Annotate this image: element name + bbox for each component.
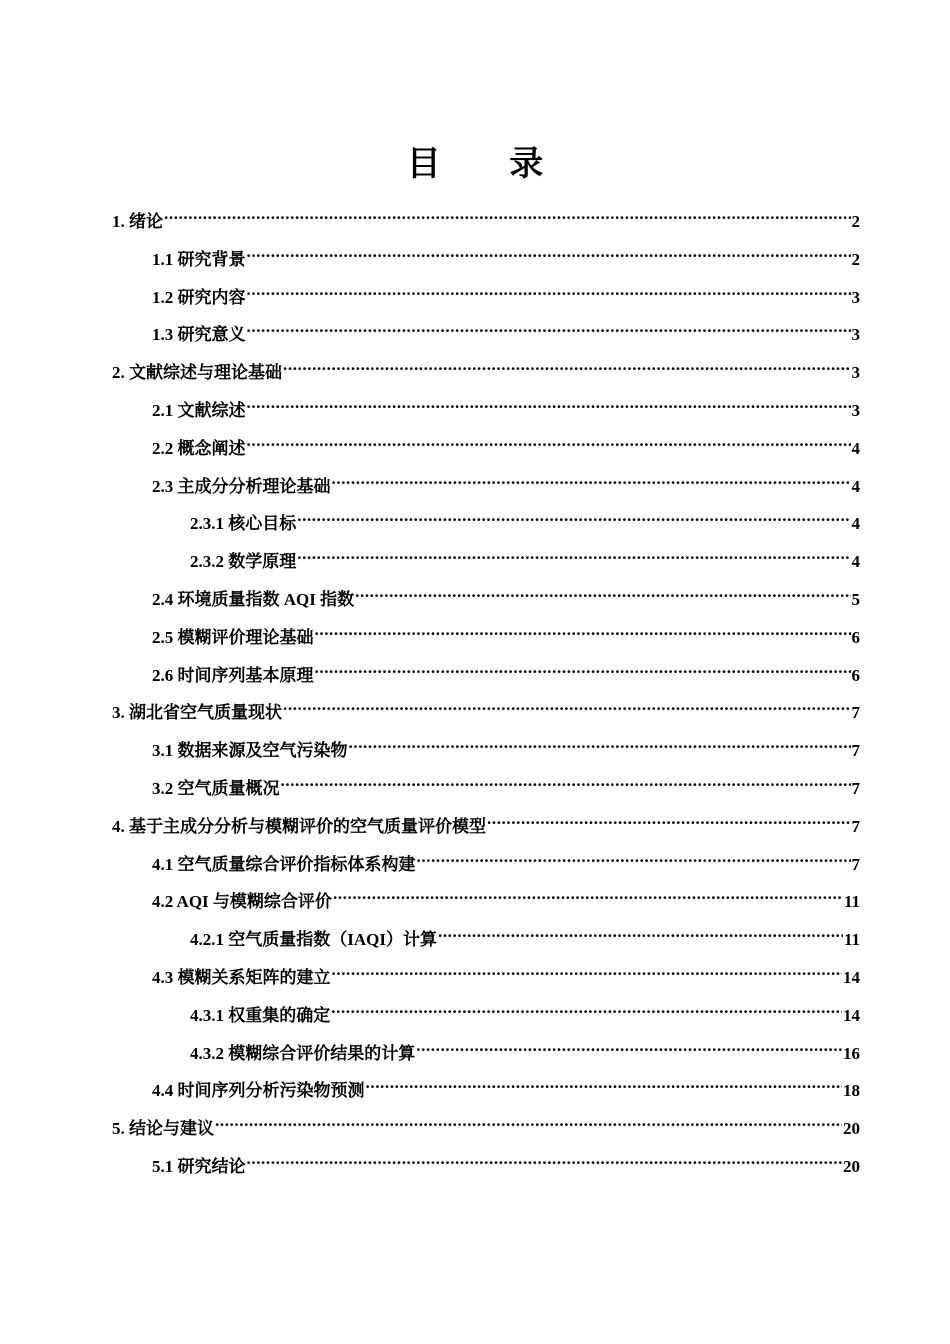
page-title: 目 录 <box>406 146 574 183</box>
toc-page-number: 3 <box>851 401 860 420</box>
toc-entry[interactable] <box>152 316 860 345</box>
toc-page-number: 6 <box>851 627 860 647</box>
toc-entry-title: 2.2 概念阐述 <box>152 438 246 458</box>
toc-entry[interactable] <box>152 959 860 987</box>
toc-page-number: 4 <box>851 552 860 572</box>
toc-page-number: 7 <box>851 816 860 836</box>
toc-page-number: 7 <box>851 779 860 798</box>
toc-entry[interactable] <box>152 883 860 912</box>
toc-page-number: 11 <box>843 930 860 950</box>
toc-page-number: 7 <box>851 741 860 761</box>
toc-page-number: 3 <box>851 287 860 307</box>
toc-entry[interactable] <box>190 921 860 950</box>
toc-leader-dots <box>315 619 851 643</box>
toc-entry-title: 3.2 空气质量概况 <box>152 779 280 798</box>
toc-leader-dots <box>283 354 851 378</box>
toc-entry-title: 4.2.1 空气质量指数（IAQI）计算 <box>190 930 437 950</box>
toc-page-number: 7 <box>851 703 860 723</box>
toc-entry-title: 2.1 文献综述 <box>152 401 246 420</box>
toc-page-number: 6 <box>851 665 860 685</box>
toc-page-number: 3 <box>851 325 860 345</box>
toc-entry-title: 5.1 研究结论 <box>152 1157 246 1176</box>
toc-page-number: 4 <box>851 514 860 534</box>
toc-entry[interactable] <box>152 392 860 420</box>
toc-entry[interactable] <box>152 657 860 685</box>
toc-page-number: 2 <box>851 212 860 231</box>
toc-entry-title: 2.6 时间序列基本原理 <box>152 665 314 685</box>
toc-entry-title: 5. 结论与建议 <box>112 1119 214 1139</box>
toc-leader-dots <box>247 241 851 265</box>
toc-entry[interactable] <box>112 203 860 231</box>
toc-entry[interactable] <box>152 619 860 647</box>
toc-leader-dots <box>247 392 851 416</box>
toc-entry-title: 2.3 主成分分析理论基础 <box>152 476 331 496</box>
toc-entry[interactable] <box>190 1035 860 1063</box>
toc-entry[interactable] <box>152 732 860 761</box>
toc-entry-title: 2.3.1 核心目标 <box>190 514 297 534</box>
toc-entry-title: 1. 绪论 <box>112 212 163 231</box>
toc-entry-title: 1.2 研究内容 <box>152 287 246 307</box>
toc-page-number: 18 <box>843 1081 860 1101</box>
toc-entry[interactable] <box>152 1148 860 1176</box>
toc-entry-title: 2.3.2 数学原理 <box>190 552 297 572</box>
toc-page-number: 3 <box>851 363 860 383</box>
toc-entry-title: 2. 文献综述与理论基础 <box>112 363 282 383</box>
toc-page-number: 14 <box>843 1005 860 1025</box>
toc-page-number: 7 <box>851 854 860 874</box>
toc-leader-dots <box>297 505 850 529</box>
toc-leader-dots <box>332 468 851 492</box>
toc-entry-title: 4.3.2 模糊综合评价结果的计算 <box>190 1043 416 1063</box>
toc-entry[interactable] <box>152 1072 860 1101</box>
toc-entry-title: 4.3.1 权重集的确定 <box>190 1005 331 1025</box>
toc-leader-dots <box>281 770 851 794</box>
toc-page-number: 14 <box>843 968 860 987</box>
toc-page-number: 5 <box>851 590 860 609</box>
toc-entry-title: 4.1 空气质量综合评价指标体系构建 <box>152 854 416 874</box>
toc-entry-title: 2.5 模糊评价理论基础 <box>152 627 314 647</box>
toc-page-number: 16 <box>843 1043 860 1063</box>
toc-leader-dots <box>315 657 851 681</box>
toc-entry[interactable] <box>152 468 860 496</box>
toc-entry[interactable] <box>112 808 860 836</box>
toc-entry[interactable] <box>152 770 860 798</box>
toc-leader-dots <box>164 203 851 227</box>
toc-leader-dots <box>297 543 850 567</box>
toc-entry-title: 4. 基于主成分分析与模糊评价的空气质量评价模型 <box>112 816 486 836</box>
toc-leader-dots <box>247 316 851 340</box>
toc-entry[interactable] <box>112 1110 860 1139</box>
toc-entry[interactable] <box>190 543 860 572</box>
toc-page-number: 20 <box>843 1119 860 1139</box>
toc-leader-dots <box>438 921 843 945</box>
toc-entry[interactable] <box>152 430 860 458</box>
toc-page-number: 2 <box>851 249 860 269</box>
toc-leader-dots <box>355 581 850 605</box>
toc-entry-title: 2.4 环境质量指数 AQI 指数 <box>152 590 355 609</box>
toc-page-number: 11 <box>843 892 860 912</box>
toc-entry[interactable] <box>190 505 860 534</box>
toc-entry[interactable] <box>152 581 860 609</box>
toc-page-number: 20 <box>843 1157 860 1176</box>
toc-leader-dots <box>349 732 851 756</box>
toc-entry-title: 1.1 研究背景 <box>152 249 246 269</box>
toc-entry[interactable] <box>112 694 860 723</box>
toc-page-number: 4 <box>851 476 860 496</box>
toc-leader-dots <box>283 694 851 718</box>
toc-leader-dots <box>247 279 851 303</box>
toc-leader-dots <box>247 1148 843 1172</box>
toc-entry-title: 4.4 时间序列分析污染物预测 <box>152 1081 365 1101</box>
toc-entry[interactable] <box>152 279 860 307</box>
toc-entry-title: 4.3 模糊关系矩阵的建立 <box>152 968 331 987</box>
toc-entry[interactable] <box>152 241 860 269</box>
toc-entry[interactable] <box>112 354 860 383</box>
toc-leader-dots <box>417 846 851 870</box>
toc-entry[interactable] <box>190 997 860 1025</box>
toc-entry-title: 3.1 数据来源及空气污染物 <box>152 741 348 761</box>
toc-leader-dots <box>487 808 851 832</box>
toc-leader-dots <box>332 959 843 983</box>
toc-entry-title: 1.3 研究意义 <box>152 325 246 345</box>
toc-leader-dots <box>366 1072 843 1096</box>
toc-leader-dots <box>416 1035 842 1059</box>
toc-entry[interactable] <box>152 846 860 874</box>
toc-entry-title: 3. 湖北省空气质量现状 <box>112 703 282 723</box>
toc-leader-dots <box>333 883 843 907</box>
toc-page-number: 4 <box>851 438 860 458</box>
toc-leader-dots <box>247 430 851 454</box>
toc-leader-dots <box>331 997 842 1021</box>
toc-entry-title: 4.2 AQI 与模糊综合评价 <box>152 892 332 912</box>
toc-leader-dots <box>215 1110 842 1134</box>
